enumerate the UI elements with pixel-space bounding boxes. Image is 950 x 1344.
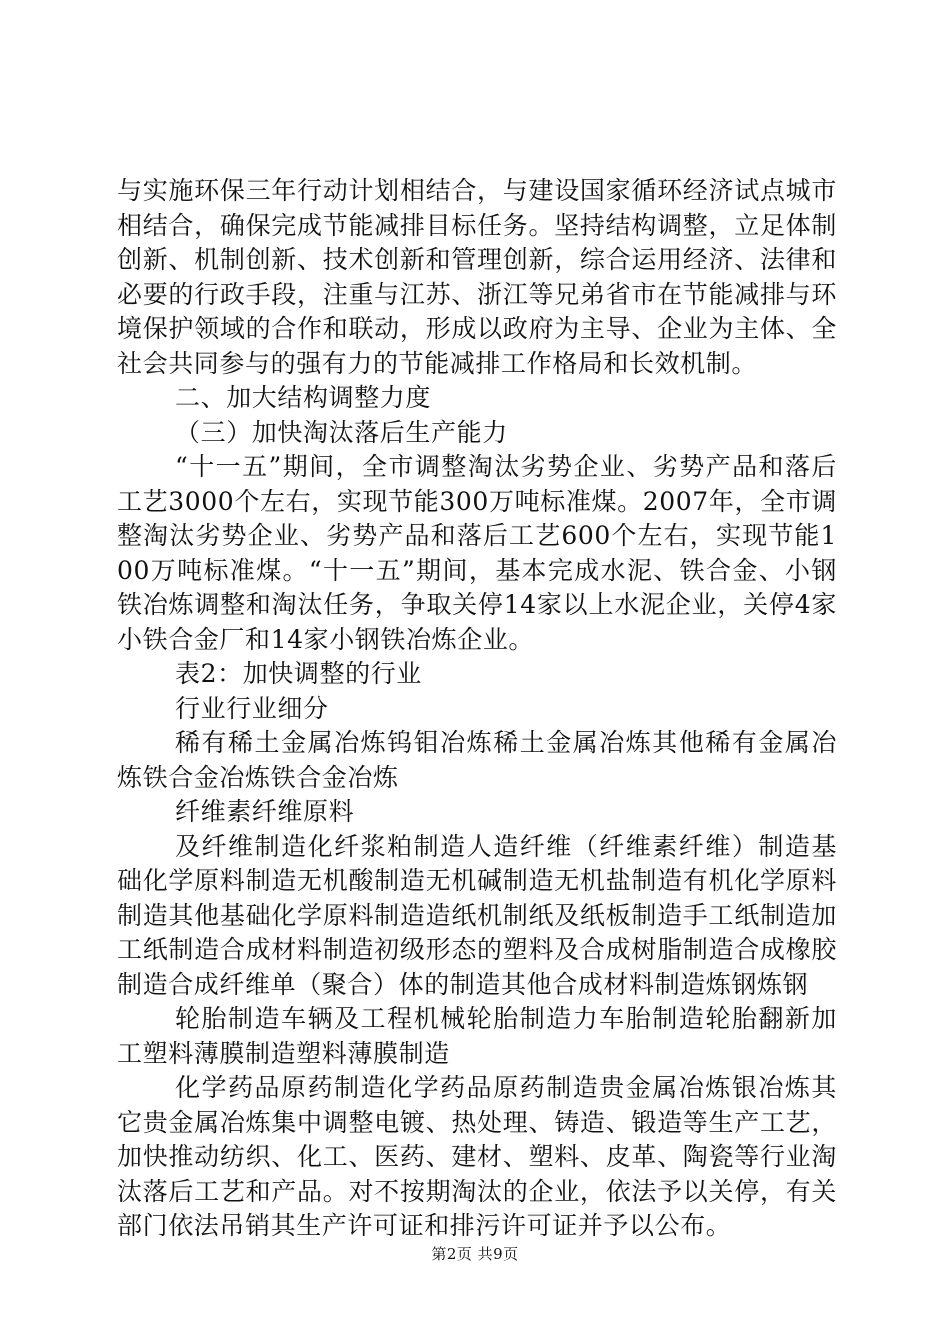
- table-header: 行业行业细分: [175, 693, 329, 723]
- industry-tire-film: 轮胎制造车辆及工程机械轮胎制造力车胎制造轮胎翻新加工塑料薄膜制造塑料薄膜制造: [117, 1004, 837, 1068]
- section-heading: 二、加大结构调整力度: [175, 383, 432, 412]
- page-number: 第2页 共9页: [431, 1245, 519, 1263]
- page-footer: [0, 1244, 950, 1264]
- table-caption: 表2：加快调整的行业: [175, 659, 422, 688]
- industry-cellulose-fiber: 纤维素纤维原料: [175, 797, 355, 826]
- industry-rare-metals: 稀有稀土金属冶炼钨钼冶炼稀土金属冶炼其他稀有金属冶炼铁合金冶炼铁合金冶炼: [117, 728, 837, 792]
- paragraph-continuation: 与实施环保三年行动计划相结合，与建设国家循环经济试点城市相结合，确保完成节能减排目标任务。坚持结构调整，立足体制创新、机制创新、技术创新和管理创新，综合运用经济、法律和必要的行政手段，注重与江苏、浙江等兄弟省市在节能减排与环境保护领域的合作和联动，形成以政府为主导、企业为主体、全社会共同参与的强有力的节能减排工作格局和长效机制。: [117, 176, 837, 378]
- paragraph-targets: “十一五”期间，全市调整淘汰劣势企业、劣势产品和落后工艺3000个左右，实现节能300万吨标准煤。2007年，全市调整淘汰劣势企业、劣势产品和落后工艺600个左右，实现节能100万吨标准煤。“十一五”期间，基本完成水泥、铁合金、小钢铁冶炼调整和淘汰任务，争取关停14家以上水泥企业，关停4家小铁合金厂和14家小钢铁冶炼企业。: [117, 452, 837, 654]
- subsection-heading: （三）加快淘汰落后生产能力: [175, 417, 508, 447]
- industry-fiber-chemical-paper: 及纤维制造化纤浆粕制造人造纤维（纤维素纤维）制造基础化学原料制造无机酸制造无机碱制造无机盐制造有机化学原料制造其他基础化学原料制造造纸机制纸及纸板制造手工纸制造加工纸制造合成材料制造初级形态的塑料及合成树脂制造合成橡胶制造合成纤维单（聚合）体的制造其他合成材料制造炼钢炼钢: [117, 831, 837, 999]
- industry-pharma-precious-metals: 化学药品原药制造化学药品原药制造贵金属冶炼银冶炼其它贵金属冶炼集中调整电镀、热处理、铸造、锻造等生产工艺，加快推动纺织、化工、医药、建材、塑料、皮革、陶瓷等行业淘汰落后工艺和产品。对不按期淘汰的企业，依法予以关停，有关部门依法吊销其生产许可证和排污许可证并予以公布。: [117, 1073, 837, 1240]
- document-body: [117, 174, 837, 1244]
